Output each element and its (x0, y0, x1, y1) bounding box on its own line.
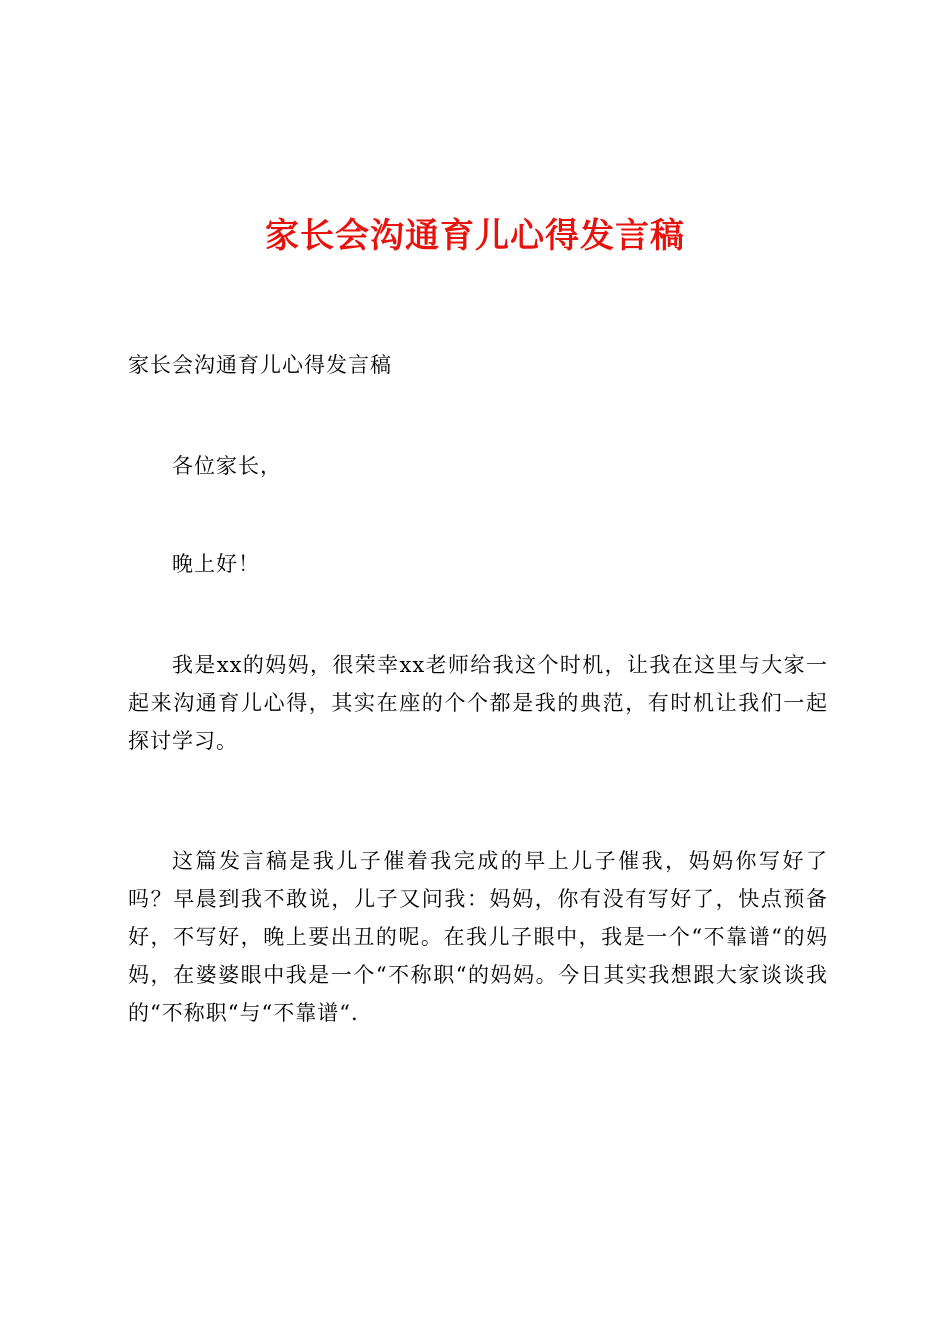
subtitle-paragraph: 家长会沟通育儿心得发言稿 (128, 353, 392, 377)
salutation-paragraph: 晚上好！ (172, 552, 260, 576)
body-paragraph: 这篇发言稿是我儿子催着我完成的早上儿子催我，妈妈你写好了吗？早晨到我不敢说，儿子又问我：妈妈，你有没有写好了，快点预备好，不写好，晚上要出丑的呢。在我儿子眼中，我是一个“不靠谱“的妈妈，在婆婆眼中我是一个“不称职“的妈妈。今日其实我想跟大家谈谈我的“不称职“与“不靠谱“. (128, 849, 828, 1025)
intro-paragraph: 我是xx的妈妈，很荣幸xx老师给我这个时机，让我在这里与大家一起来沟通育儿心得，其实在座的个个都是我的典范，有时机让我们一起探讨学习。 (128, 653, 828, 753)
greeting-paragraph: 各位家长， (172, 454, 282, 478)
document-title: 家长会沟通育儿心得发言稿 (265, 216, 685, 256)
